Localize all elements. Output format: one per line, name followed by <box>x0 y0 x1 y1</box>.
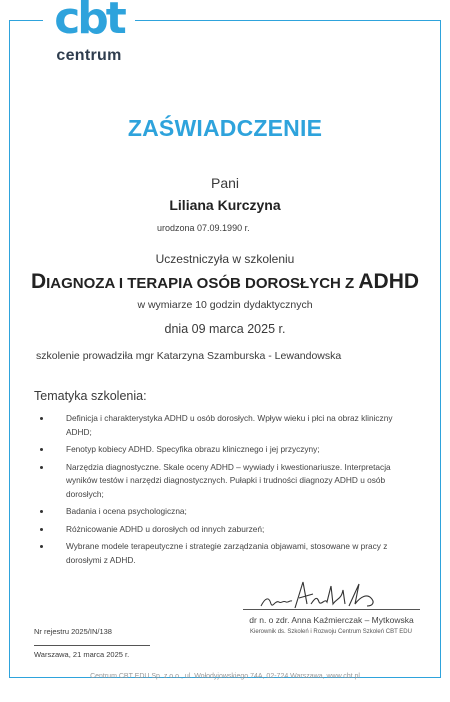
course-hours: w wymiarze 10 godzin dydaktycznych <box>137 299 313 311</box>
bullet-icon <box>40 448 43 451</box>
list-item <box>40 540 410 567</box>
footer-address: Centrum CBT EDU Sp. z o.o., ul. Wołodyjowskiego 74A, 02-724 Warszawa, www.cbt.pl <box>90 673 360 680</box>
logo-wordmark: centrum <box>56 47 122 64</box>
topic-text: Badania i ocena psychologiczna; <box>66 506 187 516</box>
course-title <box>0 270 450 294</box>
course-lead: szkolenie prowadziła mgr Katarzyna Szamburska - Lewandowska <box>36 350 342 362</box>
bullet-icon <box>40 528 43 531</box>
logo-mark: cbt <box>54 0 124 44</box>
bullet-icon <box>40 510 43 513</box>
birth-date-note: urodzona 07.09.1990 r. <box>157 223 250 233</box>
course-date: dnia 09 marca 2025 r. <box>164 322 286 336</box>
signatory-name: dr n. o zdr. Anna Kaźmierczak – Mytkowska <box>249 615 414 625</box>
topic-text: Definicja i charakterystyka ADHD u osób dorosłych. Wpływ wieku i płci na obraz kliniczny ADHD; <box>66 413 393 437</box>
register-number: Nr rejestru 2025/IN/138 <box>34 627 112 636</box>
issue-line <box>34 645 150 646</box>
handwritten-signature <box>255 578 385 616</box>
course-title-end: ADHD <box>358 270 420 293</box>
bullet-icon <box>40 466 43 469</box>
list-item <box>40 461 410 502</box>
topic-text: Wybrane modele terapeutyczne i strategie zarządzania objawami, stosowane w pracy z dorosłymi z ADHD. <box>66 541 388 565</box>
list-item <box>40 523 410 537</box>
issue-place-date: Warszawa, 21 marca 2025 r. <box>34 650 130 659</box>
course-title-middle: IAGNOZA I TERAPIA OSÓB DOROSŁYCH Z <box>46 275 359 292</box>
topic-text: Różnicowanie ADHD u dorosłych od innych zaburzeń; <box>66 523 265 534</box>
list-item <box>40 505 410 519</box>
topic-text: Fenotyp kobiecy ADHD. Specyfika obrazu klinicznego i jej przyczyny; <box>66 444 320 454</box>
cbt-centrum-logo <box>43 0 135 68</box>
recipient-name: Liliana Kurczyna <box>169 197 281 213</box>
topics-heading: Tematyka szkolenia: <box>34 389 147 403</box>
list-item <box>40 412 410 439</box>
topic-text: Narzędzia diagnostyczne. Skale oceny ADHD – wywiady i kwestionariusze. Interpretacja wyników testów i narzędzi diagnostycznych. Pułapki i trudności diagnozy ADHD u osób dorosłych; <box>66 461 391 499</box>
bullet-icon <box>40 417 43 420</box>
salutation: Pani <box>210 175 240 191</box>
document-title: ZAŚWIADCZENIE <box>127 115 323 141</box>
signature-line <box>243 609 420 610</box>
topics-list <box>40 412 410 571</box>
course-title-initial: D <box>30 270 47 293</box>
signatory-role: Kierownik ds. Szkoleń i Rozwoju Centrum Szkoleń CBT EDU <box>250 629 412 635</box>
list-item <box>40 443 410 457</box>
participation-text: Uczestniczyła w szkoleniu <box>155 252 295 266</box>
bullet-icon <box>40 545 43 548</box>
